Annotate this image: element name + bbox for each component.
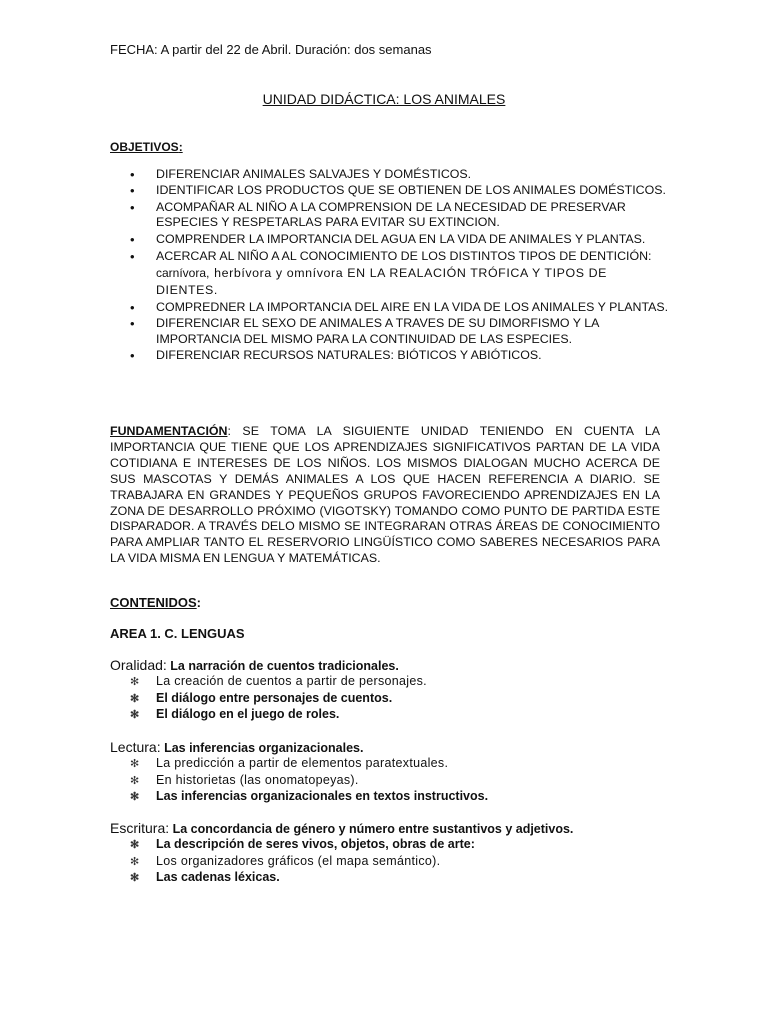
list-item-text: La creación de cuentos a partir de personajes.	[156, 674, 427, 688]
bullet-icon: •	[130, 316, 135, 332]
list-item	[110, 232, 670, 247]
list-item	[110, 316, 670, 347]
lectura-section	[110, 739, 670, 805]
list-item	[110, 788, 670, 805]
list-item	[110, 167, 670, 182]
fundamentacion-paragraph	[110, 424, 660, 567]
objetivos-heading	[110, 140, 183, 154]
list-item-text: Las inferencias organizacionales en textos instructivos.	[156, 789, 489, 803]
contenidos-heading-text: CONTENIDOS	[110, 595, 197, 610]
list-item	[110, 755, 670, 772]
list-item	[110, 348, 670, 363]
bullet-icon: •	[130, 167, 135, 182]
bullet-icon: •	[130, 183, 135, 199]
list-item-text: ACERCAR AL NIÑO A AL CONOCIMIENTO DE LOS DISTINTOS TIPOS DE DENTICIÓN:	[156, 249, 652, 264]
asterisk-icon: ✻	[130, 774, 140, 787]
list-item	[110, 248, 670, 299]
bullet-icon: •	[130, 199, 135, 215]
list-item	[110, 836, 670, 853]
escritura-lead: La concordancia de género y número entre sustantivos y adjetivos.	[169, 822, 574, 836]
list-item-text: Las cadenas léxicas.	[156, 870, 280, 884]
list-item-text: La predicción a partir de elementos paratextuales.	[156, 756, 449, 770]
escritura-section	[110, 820, 670, 886]
lectura-lead: Las inferencias organizacionales.	[160, 741, 364, 755]
list-item-text: Los organizadores gráficos (el mapa semántico).	[156, 853, 441, 868]
list-item-text: DIFERENCIAR ANIMALES SALVAJES Y DOMÉSTICOS.	[156, 167, 472, 181]
list-item	[110, 300, 670, 315]
objetivos-list	[110, 167, 670, 365]
asterisk-icon: ✻	[130, 709, 140, 721]
contenidos-heading	[110, 595, 201, 610]
list-item	[110, 869, 670, 886]
list-item-text: COMPRENDER LA IMPORTANCIA DEL AGUA EN LA VIDA DE ANIMALES Y PLANTAS.	[156, 231, 646, 246]
list-item-text: La descripción de seres vivos, objetos, obras de arte:	[156, 837, 475, 851]
escritura-heading	[110, 820, 670, 836]
escritura-label: Escritura:	[110, 820, 170, 836]
page-title: UNIDAD DIDÁCTICA: LOS ANIMALES	[262, 91, 506, 107]
bullet-icon: •	[130, 300, 135, 316]
list-item-text-small: carnívora	[156, 266, 207, 281]
lectura-list	[110, 755, 670, 805]
bullet-icon: •	[130, 231, 135, 247]
oralidad-list	[110, 673, 670, 723]
bullet-icon: •	[130, 348, 135, 364]
oralidad-label: Oralidad:	[110, 657, 167, 673]
list-item-text: DIFERENCIAR EL SEXO DE ANIMALES A TRAVES DE SU DIMORFISMO Y LA IMPORTANCIA DEL MISMO PARA LA CONTINUIDAD DE LAS ESPECIES.	[156, 316, 599, 346]
asterisk-icon: ✻	[130, 872, 140, 884]
list-item	[110, 772, 670, 789]
bullet-icon: •	[130, 249, 135, 265]
asterisk-icon: ✻	[130, 791, 140, 803]
lectura-heading	[110, 739, 670, 755]
area-heading: AREA 1. C. LENGUAS	[110, 626, 245, 641]
list-item-text: COMPREDNER LA IMPORTANCIA DEL AIRE EN LA VIDA DE LOS ANIMALES Y PLANTAS.	[156, 300, 669, 315]
list-item-text: En historietas (las onomatopeyas).	[156, 772, 359, 787]
list-item-text: , herbívora y omnívora EN LA REALACIÓN TRÓFICA Y TIPOS DE DIENTES.	[156, 266, 608, 298]
escritura-list	[110, 836, 670, 886]
list-item-text: El diálogo entre personajes de cuentos.	[156, 690, 393, 705]
objetivos-heading-text: OBJETIVOS	[110, 140, 179, 154]
asterisk-icon: ✻	[130, 758, 140, 770]
oralidad-section	[110, 657, 670, 723]
lectura-label: Lectura:	[110, 739, 161, 755]
oralidad-heading	[110, 657, 670, 673]
list-item-text: IDENTIFICAR LOS PRODUCTOS QUE SE OBTIENEN DE LOS ANIMALES DOMÉSTICOS.	[156, 183, 666, 198]
asterisk-icon: ✻	[130, 855, 140, 868]
asterisk-icon: ✻	[130, 692, 140, 705]
list-item	[110, 706, 670, 723]
fundamentacion-text: : SE TOMA LA SIGUIENTE UNIDAD TENIENDO EN CUENTA LA IMPORTANCIA QUE TIENE QUE LOS APRENDIZAJES SIGNIFICATIVOS PARTAN DE LA VIDA COTIDIANA E INTERESES DE LOS NIÑOS. LOS MISMOS DIALOGAN MUCHO ACERCA DE SUS MASCOTAS Y DEMÁS ANIMALES A LOS QUE HACEN REFERENCIA A DIARIO. SE TRABAJARA EN GRANDES Y PEQUEÑOS GRUPOS FAVORECIENDO APRENDIZAJES EN LA ZONA DE DESARROLLO PRÓXIMO (VIGOTSKY) TOMANDO COMO PUNTO DE PARTIDA ESTE DISPARADOR. A TRAVÉS DELO MISMO SE INTEGRARAN OTRAS ÁREAS DE CONOCIMIENTO PARA AMPLIAR TANTO EL RESERVORIO LINGÜÍSTICO COMO SABERES NECESARIOS PARA LA VIDA MISMA EN LENGUA Y MATEMÁTICAS.	[110, 424, 660, 566]
list-item	[110, 853, 670, 870]
list-item-text: ACOMPAÑAR AL NIÑO A LA COMPRENSION DE LA NECESIDAD DE PRESERVAR ESPECIES Y RESPETARLAS PARA EVITAR SU EXTINCION.	[156, 199, 626, 230]
fundamentacion-heading: FUNDAMENTACIÓN	[110, 424, 228, 438]
contenidos-colon: :	[196, 595, 202, 610]
list-item	[110, 200, 670, 231]
list-item	[110, 690, 670, 707]
asterisk-icon: ✻	[130, 676, 140, 688]
list-item	[110, 673, 670, 690]
list-item	[110, 183, 670, 198]
date-line: FECHA: A partir del 22 de Abril. Duración: dos semanas	[110, 42, 432, 57]
list-item-text: DIFERENCIAR RECURSOS NATURALES: BIÓTICOS Y ABIÓTICOS.	[156, 348, 542, 363]
objetivos-colon: :	[178, 140, 183, 154]
list-item-text: El diálogo en el juego de roles.	[156, 707, 340, 721]
oralidad-lead: La narración de cuentos tradicionales.	[166, 659, 399, 673]
asterisk-icon: ✻	[130, 839, 140, 851]
